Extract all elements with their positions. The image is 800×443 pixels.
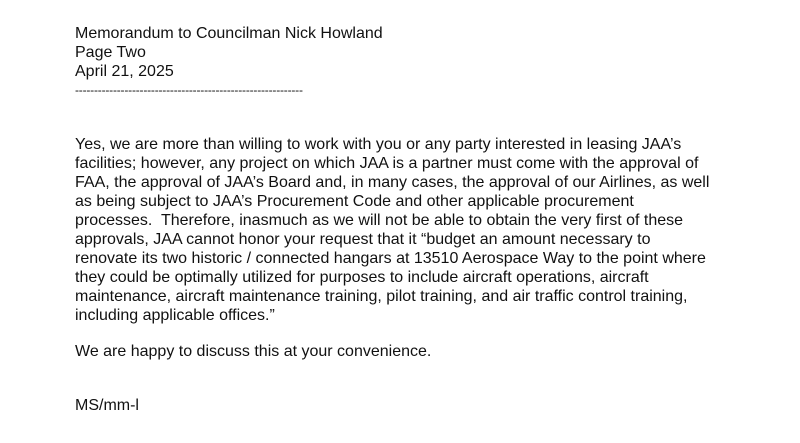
- memo-date: April 21, 2025: [75, 63, 174, 80]
- body-line: approvals, JAA cannot honor your request that it “budget an amount necessary to: [75, 231, 651, 248]
- memo-initials: MS/mm-l: [75, 397, 139, 414]
- body-line: Yes, we are more than willing to work with you or any party interested in leasing JAA’s: [75, 136, 682, 153]
- body-line: maintenance, aircraft maintenance training, pilot training, and air traffic control training,: [75, 288, 688, 305]
- body-line: they could be optimally utilized for purposes to include aircraft operations, aircraft: [75, 269, 649, 286]
- body-line: processes. Therefore, inasmuch as we will not be able to obtain the very first of these: [75, 212, 684, 229]
- body-line: as being subject to JAA’s Procurement Code and other applicable procurement: [75, 193, 634, 210]
- body-line: FAA, the approval of JAA’s Board and, in many cases, the approval of our Airlines, as well: [75, 174, 710, 191]
- body-line: renovate its two historic / connected hangars at 13510 Aerospace Way to the point where: [75, 250, 706, 267]
- memo-header: [75, 24, 383, 96]
- header-divider: ------------------------------------------------------------: [75, 83, 303, 97]
- body-line: including applicable offices.”: [75, 307, 275, 324]
- memo-page-number: Page Two: [75, 44, 146, 61]
- body-line: facilities; however, any project on which JAA is a partner must come with the approval of: [75, 155, 699, 172]
- memo-recipient-line: Memorandum to Councilman Nick Howland: [75, 25, 383, 42]
- memo-closing: We are happy to discuss this at your convenience.: [75, 343, 432, 360]
- memo-body-paragraph: [75, 135, 735, 325]
